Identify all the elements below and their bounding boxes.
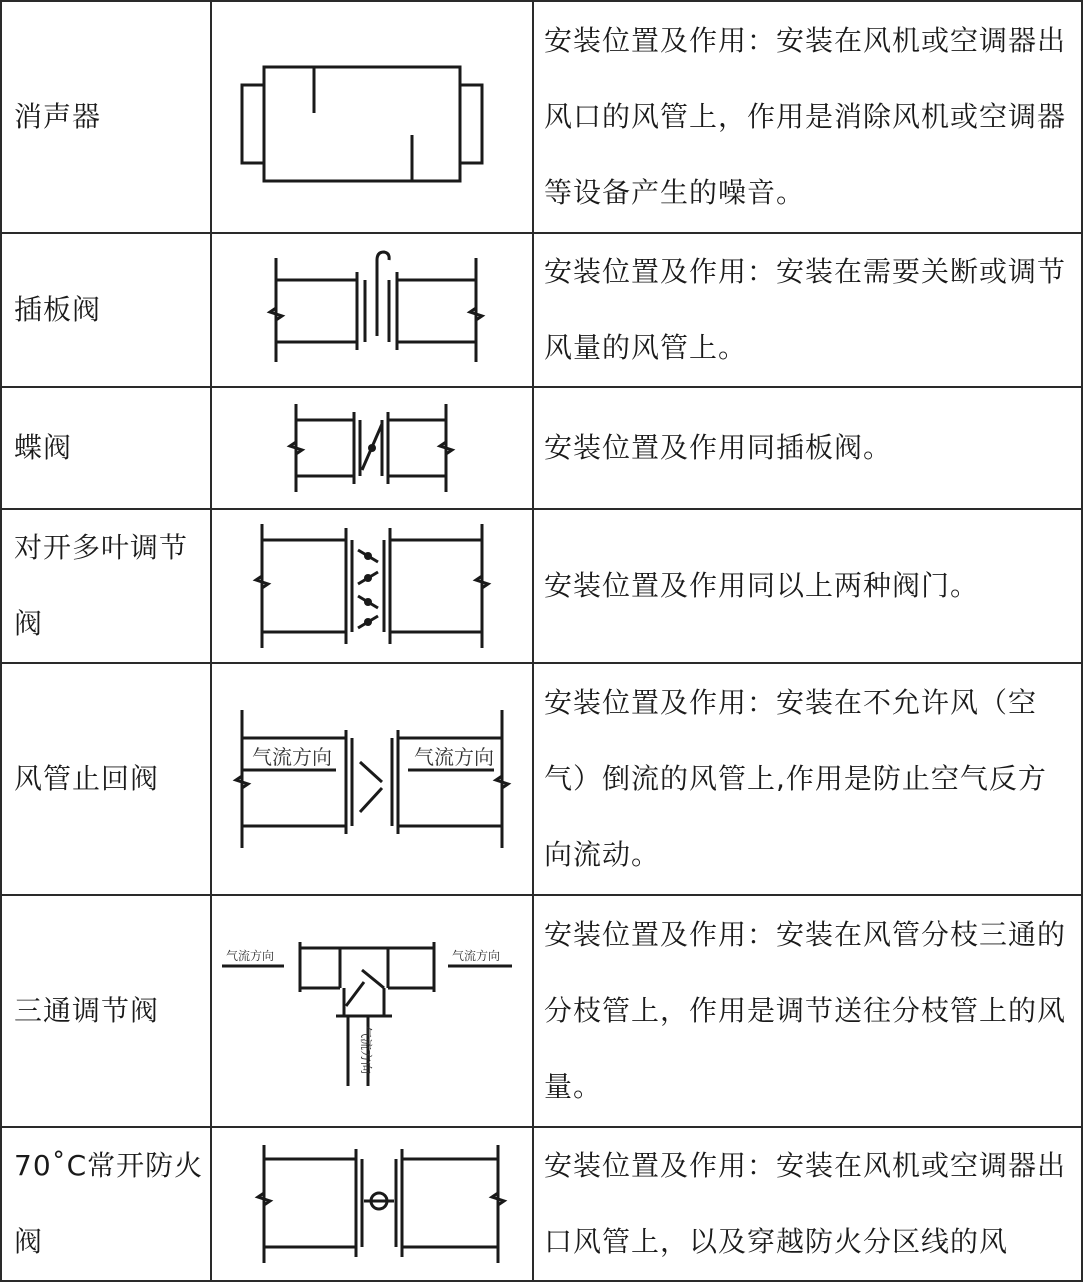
row-description: 安装位置及作用：安装在不允许风（空气）倒流的风管上,作用是防止空气反方向流动。 — [533, 663, 1082, 895]
table-row — [1, 233, 1082, 387]
flow-direction-label: 气流方向 — [452, 949, 501, 963]
row-description: 安装位置及作用：安装在风机或空调器出风口的风管上，作用是消除风机或空调器等设备产生的噪音。 — [533, 1, 1082, 233]
fire-damper-icon — [232, 1139, 512, 1269]
row-description: 安装位置及作用同以上两种阀门。 — [533, 509, 1082, 663]
row-description: 安装位置及作用同插板阀。 — [533, 387, 1082, 509]
muffler-symbol — [211, 1, 533, 233]
check-valve-symbol — [211, 663, 533, 895]
row-name: 插板阀 — [1, 233, 211, 387]
gate-valve-icon — [232, 250, 512, 370]
butterfly-valve-icon — [232, 398, 512, 498]
row-name: 风管止回阀 — [1, 663, 211, 895]
table-row — [1, 509, 1082, 663]
row-name: 对开多叶调节阀 — [1, 509, 211, 663]
gate-valve-symbol — [211, 233, 533, 387]
row-name: 三通调节阀 — [1, 895, 211, 1127]
multi-blade-damper-icon — [232, 516, 512, 656]
table-row — [1, 663, 1082, 895]
flow-direction-label: 气流方向 — [252, 745, 332, 769]
table-row — [1, 895, 1082, 1127]
row-description: 安装位置及作用：安装在需要关断或调节风量的风管上。 — [533, 233, 1082, 387]
flow-direction-label: 气流方向 — [414, 745, 494, 769]
flow-direction-label: 气流方向 — [226, 949, 275, 963]
table-row — [1, 1, 1082, 233]
row-name: 消声器 — [1, 1, 211, 233]
three-way-valve-icon — [222, 926, 522, 1096]
butterfly-valve-symbol — [211, 387, 533, 509]
fire-damper-symbol — [211, 1127, 533, 1281]
row-description: 安装位置及作用：安装在风机或空调器出口风管上，以及穿越防火分区线的风 — [533, 1127, 1082, 1281]
row-name: 70˚C常开防火阀 — [1, 1127, 211, 1281]
multi-blade-damper-symbol — [211, 509, 533, 663]
table-row — [1, 387, 1082, 509]
check-valve-icon — [222, 704, 522, 854]
row-name: 蝶阀 — [1, 387, 211, 509]
flow-direction-label: 气流方向 — [359, 1026, 373, 1075]
row-description: 安装位置及作用：安装在风管分枝三通的分枝管上，作用是调节送往分枝管上的风量。 — [533, 895, 1082, 1127]
table-row — [1, 1127, 1082, 1281]
three-way-valve-symbol — [211, 895, 533, 1127]
muffler-icon — [232, 47, 512, 187]
